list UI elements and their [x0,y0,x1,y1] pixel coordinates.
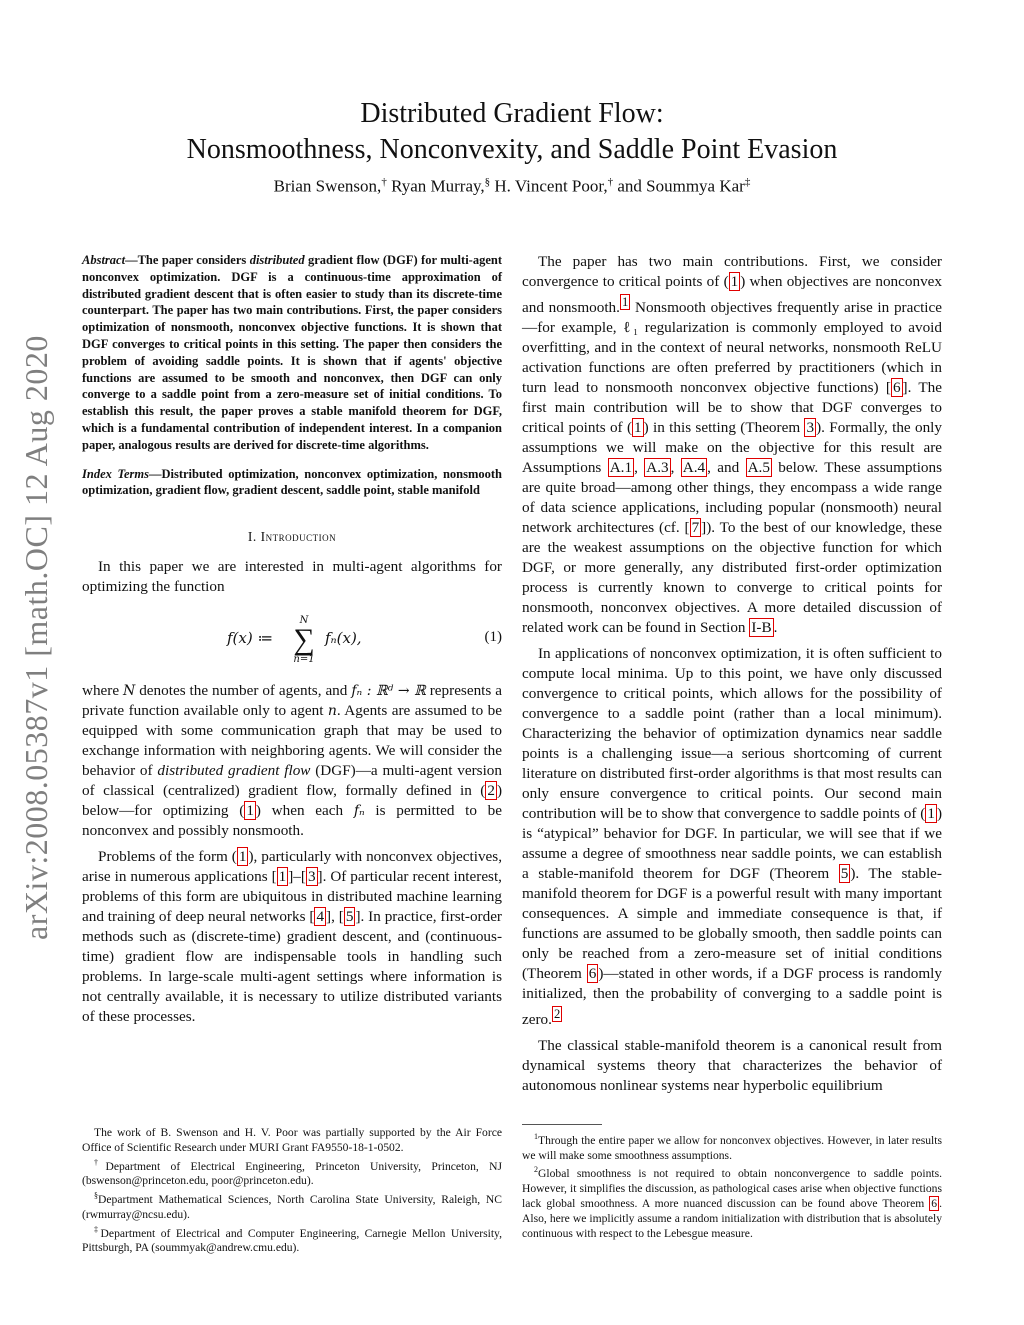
title-line-1: Distributed Gradient Flow: [360,98,664,129]
theorem-link[interactable]: 5 [840,865,849,883]
affiliation-footnote: †Department of Electrical Engineering, Princeton University, Princeton, NJ (bswenson@princeton.edu, poor@princeton.edu). [82,1157,502,1188]
equation-number: (1) [484,629,502,646]
citation-link[interactable]: 6 [892,379,901,397]
index-terms-text: —Distributed optimization, nonconvex optimization, nonsmooth optimization, gradient flow, gradient descent, saddle point, stable manifold [82,466,502,498]
author-list [120,176,904,197]
right-column [522,252,942,1096]
footnote-rule [522,1124,602,1125]
equation-link[interactable]: 2 [487,782,495,800]
abstract-emphasis: distributed [249,253,305,267]
index-terms-label: Index Terms [82,466,149,481]
equation-link[interactable]: 1 [634,419,642,437]
affiliation-mark: ‡ [744,176,751,188]
affiliation-mark: § [484,176,491,188]
assumption-link[interactable]: A.5 [747,459,770,477]
emphasis-text: distributed gradient flow [157,762,311,780]
affiliation-mark: † [607,176,614,188]
equation-lhs: f(x) ≔ [227,629,273,648]
author-swenson: Brian Swenson, [273,176,382,196]
right-footnotes [522,1130,942,1241]
left-column [82,252,502,1027]
citation-link[interactable]: 1 [278,868,287,886]
abstract-text: gradient flow (DGF) for multi-agent nonconvex optimization. DGF is a continuous-time approximation of distributed gradient descent that is often easier to study than its discrete-time counterpart. The paper has two main contributions. First, the paper considers optimization of nonsmooth, nonconvex objective functions. It is shown that DGF converges to critical points in this setting. The paper then considers the problem of avoiding saddle points. It is shown that if agents' objective functions are assumed to be smooth and nonconvex, then DGF can only converge to a saddle point from a zero-measure set of initial conditions. To establish this result, the paper proves a stable manifold theorem for DGF, which is a fundamental contribution of independent interest. In a companion paper, analogous results are derived for discrete-time algorithms. [82,253,502,452]
abstract-text: —The paper considers [125,253,250,267]
assumption-link[interactable]: A.4 [682,459,706,477]
affiliation-mark: † [381,176,387,188]
equation-link[interactable]: 1 [927,805,935,823]
contributions-paragraph: The paper has two main contributions. First, we consider convergence to critical points of ( 1 ) when objectives are nonconvex and nonsmooth. $^1$ Nonsmooth objectives frequently arise in practice—for example, ℓ₁ regularization is commonly employed to avoid overfitting, and in the context of neural networks, nonsmooth ReLU activation functions are often preferred by practitioners (which in turn lead to nonsmooth nonconvex objective functions) [ 6 ]. The first main contribution will be to show that DGF converges to critical points of ( 1 ) in this setting (Theorem 3 ). Formally, the only assumptions we will make on the objective for this result are Assumptions A.1 , A.3 , A.4 , and A.5 below. These assumptions are quite broad—among other things, they encompass a wide range of data science applications, including popular (nonsmooth) neural network architectures (cf. [ 7 ]). To the best of our knowledge, these are the weakest assumptions on the objective function for which DGF, or more generally, any distributed first-order optimization process is currently known to converge to critical points for nonsmooth, nonconvex objectives. A more detailed discussion of related work can be found in Section I-B . [522,253,943,637]
saddle-point-paragraph: In applications of nonconvex optimization, it is often sufficient to compute local minima. Up to this point, we have only discussed convergence to critical points, which allows for the possibility of convergence to a saddle point (rather than a local minimum). Characterizing the behavior of optimization dynamics near saddle points is a challenging issue—a serious shortcoming of current literature on distributed first-order algorithms is that most results can only ensure convergence to critical points. Our second main contribution will be to show that convergence to saddle points of ( 1 ) is “atypical” behavior for DGF. In particular, we will see that if we assume a degree of smoothness near saddle points, we can establish a stable-manifold theorem for DGF (Theorem 5 ). The stable-manifold theorem for DGF is a powerful result with many important consequences. A simple and immediate consequence is that, if functions are assumed to be globally smooth, then saddle points can only be reached from a zero-measure set of initial conditions (Theorem 6 )—stated in other words, if a DGF process is randomly initialized, then the probability of converging to a saddle point is zero. $^2$ [522,645,943,1029]
intro-paragraph-3: Problems of the form ( 1 ), particularly with nonconvex objectives, arise in numerous applications [ 1 ]–[ 3 ]. Of particular recent interest, problems of this form are ubiquitous in distributed machine learning and training of deep neural networks [ 4 ], [ 5 ]. In practice, first-order methods such as (discrete-time) gradient descent, and (continuous-time) gradient flow are indispensable tools in handling such problems. In large-scale multi-agent settings where information is not centrally available, it is necessary to utilize distributed variants of these processes. [82,848,502,1026]
footnote-2: $^2$Global smoothness is not required to obtain nonconvergence to saddle points. However, it simplifies the discussion, as pathological cases arise when objective functions lack global smoothness. A more nuanced discussion can be found above Theorem 6 . Also, here we implicitly assume a random initialization with distribution that is absolutely continuous with respect to the Lebesgue measure. [522,1165,942,1240]
sigma-glyph: ∑ [293,623,315,657]
footnote-link[interactable]: 2 [553,1007,561,1022]
author-kar: and Soummya Kar [613,176,745,196]
equation-link[interactable]: 1 [730,273,739,290]
theorem-link[interactable]: 3 [806,419,815,437]
affiliation-footnote: §Department Mathematical Sciences, North Carolina State University, Raleigh, NC (rwmurray@ncsu.edu). [82,1191,502,1221]
assumption-link[interactable]: A.3 [646,459,669,477]
paper-title [120,96,904,168]
section-numeral: I. [247,529,261,545]
theorem-link[interactable]: 6 [931,1196,938,1210]
summation-symbol [289,615,319,665]
equation-link[interactable]: 1 [238,848,247,866]
math-inline: fₙ [353,803,365,820]
author-murray: Ryan Murray, [386,176,485,196]
section-link[interactable]: I-B [751,619,772,637]
title-line-2: Nonsmoothness, Nonconvexity, and Saddle Point Evasion [186,134,838,165]
section-title: Introduction [260,529,337,545]
intro-paragraph-2: where N denotes the number of agents, and fₙ : ℝᵈ → ℝ represents a private function available only to agent n. Agents are assumed to be equipped with some communication graph that may be used to exchange information with neighboring agents. We will consider the behavior of distributed gradient flow (DGF)—a multi-agent version of classical (centralized) gradient flow, formally defined in ( 2 ) below—for optimizing ( 1 ) when each fₙ is permitted to be nonconvex and possibly nonsmooth. [82,682,502,840]
funding-footnote: The work of B. Swenson and H. V. Poor was partially supported by the Air Force Office of Scientific Research under MURI Grant FA9550-18-1-0502. [82,1126,502,1154]
affiliation-footnote: ‡Department of Electrical and Computer Engineering, Carnegie Mellon University, Pittsburgh, PA (soummyak@andrew.cmu.edu). [82,1224,502,1255]
citation-link[interactable]: 4 [316,908,325,926]
stable-manifold-paragraph: The classical stable-manifold theorem is a canonical result from dynamical systems theory that characterizes the behavior of autonomous nonlinear systems near hyperbolic equilibrium [522,1037,942,1095]
sum-lower-limit: n=1 [293,654,315,666]
left-footnotes [82,1126,502,1256]
abstract [82,252,502,454]
equation-rhs: fₙ(x), [325,629,362,648]
math-inline: fₙ : ℝᵈ → ℝ [351,683,426,700]
abstract-label: Abstract [82,253,126,267]
footnote-link[interactable]: 1 [621,295,629,309]
citation-link[interactable]: 5 [345,908,354,926]
citation-link[interactable]: 7 [691,519,700,537]
footnote-1: $^1$Through the entire paper we allow for nonconvex objectives. However, in later results we will make some smoothness assumptions. [522,1132,942,1162]
section-heading-introduction [82,529,502,545]
intro-paragraph-1: In this paper we are interested in multi-agent algorithms for optimizing the function [82,558,502,596]
citation-link[interactable]: 3 [307,868,316,886]
index-terms [82,466,502,500]
theorem-link[interactable]: 6 [588,965,597,983]
equation-link[interactable]: 1 [246,802,254,820]
math-inline: n [327,703,337,720]
arxiv-identifier-stamp: arXiv:2008.05387v1 [math.OC] 12 Aug 2020 [18,335,54,940]
equation-1 [82,601,502,681]
assumption-link[interactable]: A.1 [609,459,633,477]
sum-upper-limit: N [299,615,309,627]
author-poor: H. Vincent Poor, [490,176,608,196]
math-inline: N [123,683,136,700]
